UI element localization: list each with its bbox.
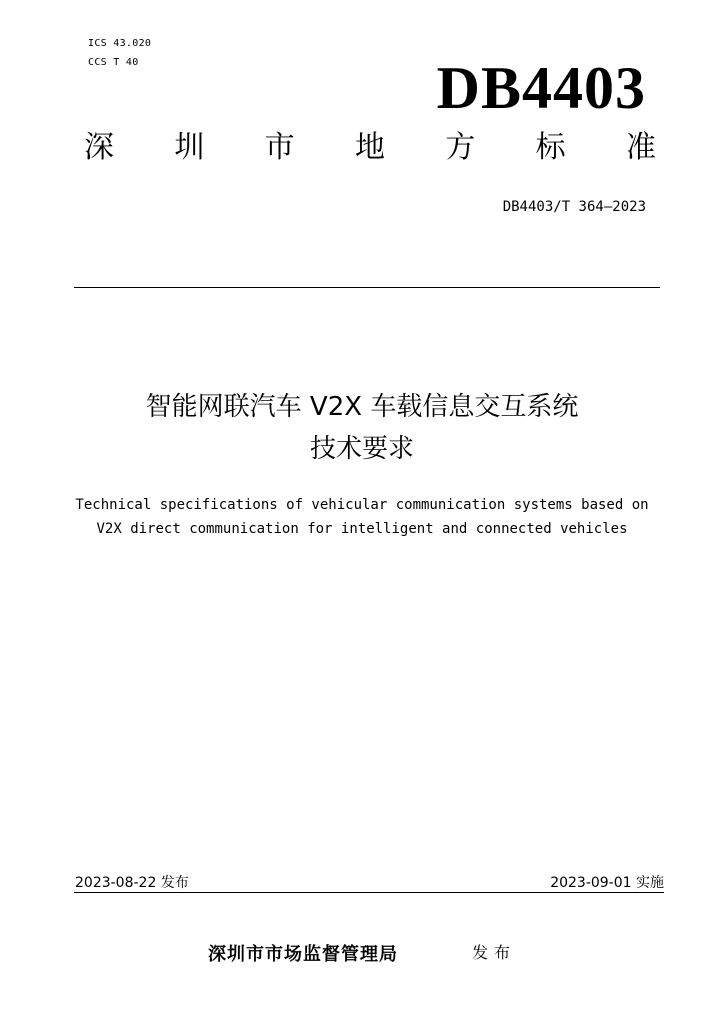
standard-type-char: 深 <box>84 130 114 165</box>
standard-type-char: 市 <box>264 130 295 165</box>
chinese-title-line-2: 技术要求 <box>309 434 414 464</box>
top-divider <box>74 287 660 288</box>
issuing-authority: 深圳市市场监督管理局 <box>208 944 398 965</box>
issue-label: 发布 <box>472 943 517 962</box>
english-title-line-1: Technical specifications of vehicular communication systems based on <box>75 497 649 513</box>
implementation-date: 2023-09-01 实施 <box>550 875 664 891</box>
standard-type-char: 地 <box>354 130 385 165</box>
issue-date: 2023-08-22 发布 <box>75 875 189 891</box>
chinese-title-line-1: 智能网联汽车 V2X 车载信息交互系统 <box>145 392 579 422</box>
ccs-code: CCS T 40 <box>88 57 139 68</box>
standard-type-char: 准 <box>625 130 656 165</box>
standard-type-char: 标 <box>535 130 566 165</box>
bottom-divider <box>74 892 664 893</box>
english-title-line-2: V2X direct communication for intelligent and connected vehicles <box>96 521 628 537</box>
standard-type-heading <box>84 130 656 165</box>
standard-number: DB4403/T 364—2023 <box>502 199 646 215</box>
ics-code: ICS 43.020 <box>88 38 152 49</box>
standard-code-logo: DB4403 <box>436 55 646 121</box>
standard-type-char: 方 <box>445 130 476 165</box>
standard-type-char: 圳 <box>174 130 205 165</box>
